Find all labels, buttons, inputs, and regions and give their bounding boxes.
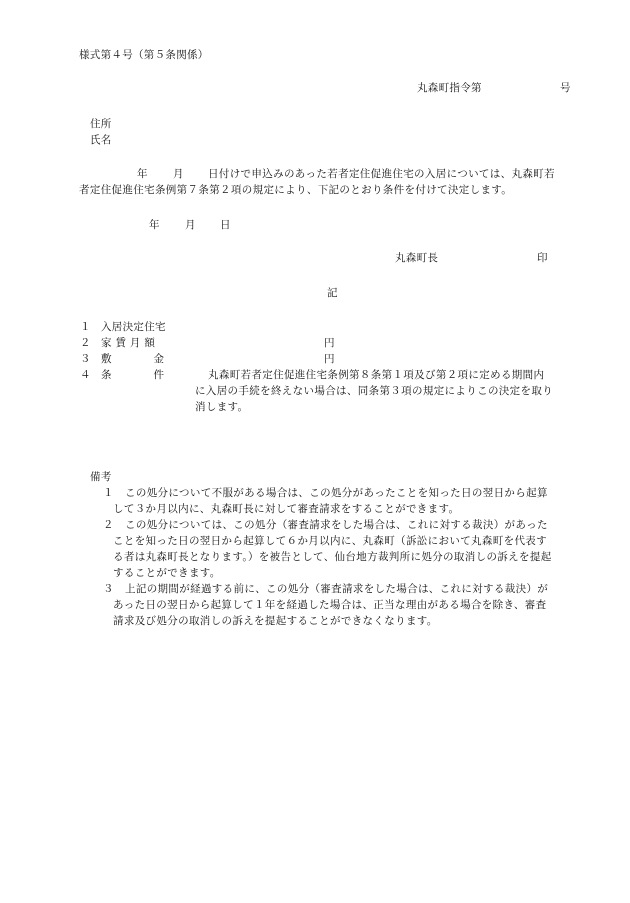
item-4-line-3: 消します。 <box>195 401 249 413</box>
note-3-line-3: 請求及び処分の取消しの訴えを提起することができなくなります。 <box>113 615 438 627</box>
item-3-num: ３ <box>80 353 91 365</box>
item-2-value: 円 <box>324 337 335 349</box>
note-2-line-4: することができます。 <box>113 567 221 579</box>
intro-month: 月 <box>173 168 184 180</box>
intro-line-2: 者定住促進住宅条例第７条第２項の規定により、下記のとおり条件を付けて決定します。 <box>79 184 513 196</box>
note-1-num: １ <box>103 487 114 499</box>
note-2-num: ２ <box>103 519 114 531</box>
date-day: 日 <box>220 219 231 231</box>
item-4-num: ４ <box>80 369 91 381</box>
signer-title: 丸森町長 <box>395 252 439 264</box>
note-2-line-3: る者は丸森町長となります。）を被告として、仙台地方裁判所に処分の取消しの訴えを提起 <box>113 551 552 563</box>
seal-mark: 印 <box>537 252 548 264</box>
item-3-label: 敷 金 <box>101 353 164 365</box>
note-1-line-1: この処分について不服がある場合は、この処分があったことを知った日の翌日から起算 <box>125 487 548 499</box>
form-number: 様式第４号（第５条関係） <box>79 49 209 61</box>
item-4-line-2: に入居の手続を終えない場合は、同条第３項の規定によりこの決定を取り <box>195 385 554 397</box>
name-label: 氏名 <box>90 134 112 146</box>
item-4-label: 条 件 <box>101 369 164 381</box>
date-month: 月 <box>185 219 196 231</box>
item-1-label: 入居決定住宅 <box>101 321 166 333</box>
date-year: 年 <box>149 219 160 231</box>
note-3-line-1: 上記の期間が経過する前に、この処分（審査請求をした場合は、これに対する裁決）が <box>125 583 549 595</box>
remarks-title: 備考 <box>90 471 112 483</box>
address-label: 住所 <box>90 118 112 130</box>
doc-number-prefix: 丸森町指令第 <box>417 82 482 94</box>
doc-number-suffix: 号 <box>560 82 571 94</box>
item-2-label: 家 賃 月 額 <box>101 337 156 349</box>
intro-line-1: 日付けで申込みのあった若者定住促進住宅の入居については、丸森町若 <box>208 168 555 180</box>
ki-heading: 記 <box>327 287 338 299</box>
item-3-value: 円 <box>324 353 335 365</box>
note-2-line-1: この処分については、この処分（審査請求をした場合は、これに対する裁決）があった <box>125 519 548 531</box>
item-2-num: ２ <box>80 337 91 349</box>
note-3-num: ３ <box>103 583 114 595</box>
intro-year: 年 <box>137 168 148 180</box>
note-2-line-2: ことを知った日の翌日から起算して６か月以内に、丸森町（訴訟において丸森町を代表す <box>113 535 547 547</box>
item-1-num: １ <box>80 321 91 333</box>
note-3-line-2: あった日の翌日から起算して１年を経過した場合は、正当な理由がある場合を除き、審査 <box>113 599 547 611</box>
note-1-line-2: して３か月以内に、丸森町長に対して審査請求をすることができます。 <box>113 503 460 515</box>
item-4-line-1: 丸森町若者定住促進住宅条例第８条第１項及び第２項に定める期間内 <box>208 369 545 381</box>
